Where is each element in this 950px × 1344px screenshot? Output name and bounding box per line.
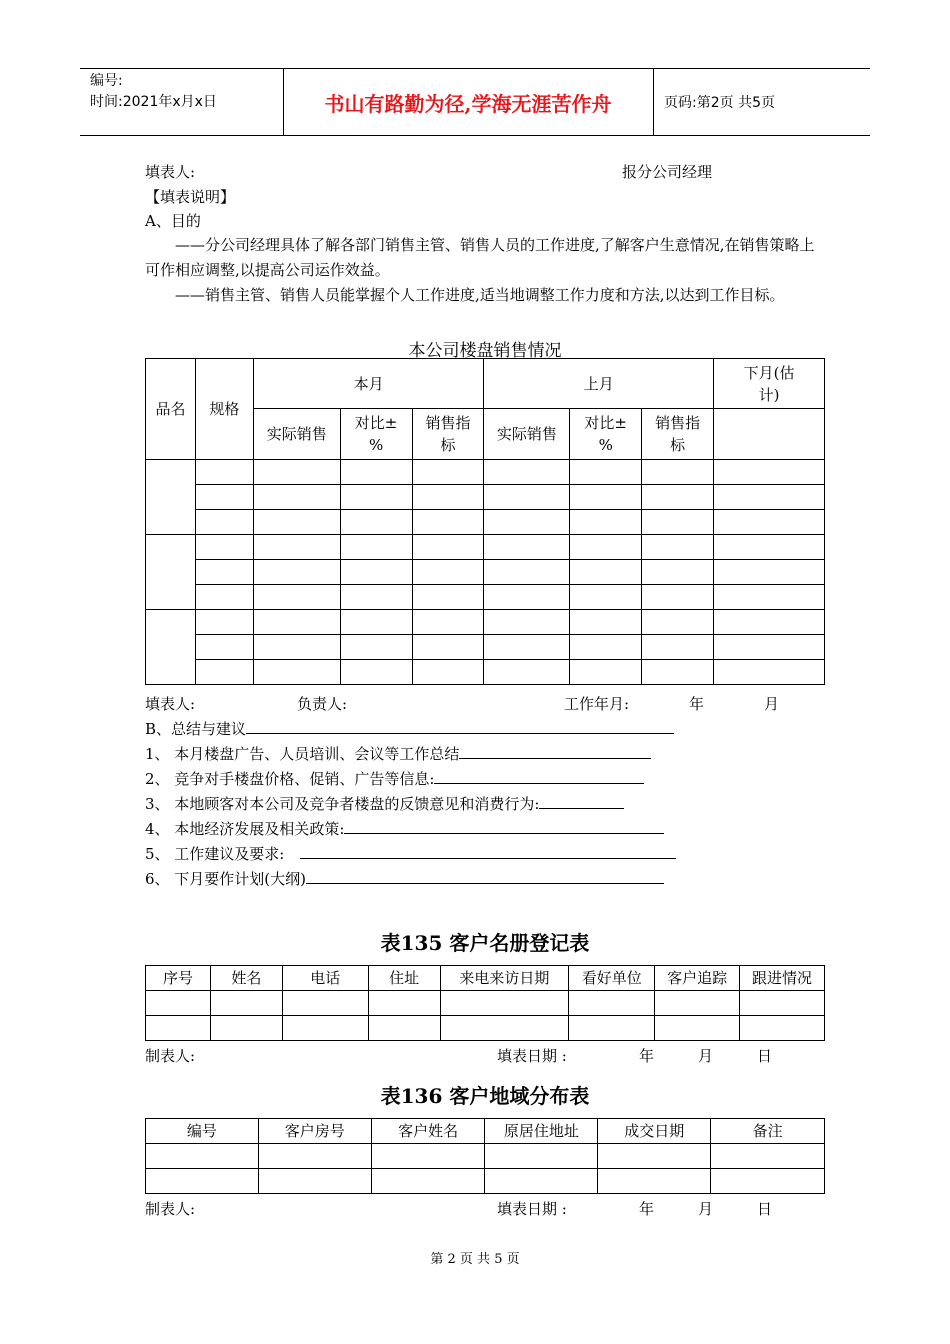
section-b-title bbox=[145, 718, 674, 739]
sales-cell bbox=[412, 585, 484, 610]
table135-cell bbox=[282, 1016, 368, 1041]
table135-header: 跟进情况 bbox=[740, 966, 825, 991]
table136-cell bbox=[146, 1169, 259, 1194]
section-b-item-4 bbox=[145, 818, 664, 839]
sales-cell bbox=[570, 610, 642, 635]
section-b-item-3 bbox=[145, 793, 624, 814]
sales-cell bbox=[570, 660, 642, 685]
sales-cell bbox=[253, 585, 340, 610]
sales-cell bbox=[340, 460, 412, 485]
sales-cell bbox=[195, 535, 253, 560]
top-filler-label: 填表人: bbox=[145, 163, 196, 181]
sales-cell bbox=[412, 635, 484, 660]
section-b-item-text: 4、 本地经济发展及相关政策: bbox=[145, 820, 345, 838]
table136-day-label: 日 bbox=[757, 1200, 773, 1218]
sales-cell bbox=[484, 585, 570, 610]
last-target-header: 销售指标 bbox=[642, 409, 714, 460]
sales-cell bbox=[484, 460, 570, 485]
table135-header: 客户追踪 bbox=[655, 966, 740, 991]
sales-cell bbox=[714, 485, 825, 510]
sales-cell bbox=[714, 610, 825, 635]
sales-cell bbox=[340, 635, 412, 660]
answer-line bbox=[459, 743, 651, 759]
sales-cell bbox=[412, 485, 484, 510]
instructions-para-1: ——分公司经理具体了解各部门销售主管、销售人员的工作进度,了解客户生意情况,在销售策略上可作相应调整,以提高公司运作效益。 bbox=[145, 236, 815, 279]
table136-cell bbox=[598, 1169, 711, 1194]
table135-cell bbox=[655, 991, 740, 1016]
sales-cell bbox=[570, 635, 642, 660]
sales-cell bbox=[714, 560, 825, 585]
sales-cell bbox=[340, 485, 412, 510]
table135-maker-label: 制表人: bbox=[145, 1047, 196, 1065]
table136-cell bbox=[711, 1144, 825, 1169]
this-compare-header: 对比±% bbox=[340, 409, 412, 460]
sales-cell bbox=[195, 585, 253, 610]
table136-cell bbox=[598, 1144, 711, 1169]
table136-title: 表136 客户地域分布表 bbox=[380, 1084, 590, 1108]
table135-header: 姓名 bbox=[210, 966, 282, 991]
table135-header: 住址 bbox=[368, 966, 440, 991]
table135-month-label: 月 bbox=[698, 1047, 714, 1065]
sales-cell bbox=[412, 510, 484, 535]
page-footer: 第 2 页 共 5 页 bbox=[430, 1252, 520, 1267]
sales-cell bbox=[484, 660, 570, 685]
sales-table-title: 本公司楼盘销售情况 bbox=[408, 341, 562, 361]
sales-cell bbox=[642, 560, 714, 585]
table135-cell bbox=[740, 1016, 825, 1041]
last-month-header: 上月 bbox=[484, 359, 714, 409]
sales-cell bbox=[642, 660, 714, 685]
table135-cell bbox=[440, 991, 569, 1016]
table135-header: 电话 bbox=[282, 966, 368, 991]
sales-cell bbox=[340, 535, 412, 560]
sales-cell bbox=[484, 635, 570, 660]
sales-cell bbox=[484, 510, 570, 535]
table135-cell bbox=[368, 1016, 440, 1041]
sales-cell bbox=[642, 460, 714, 485]
header-divider-right bbox=[653, 69, 654, 135]
sales-cell bbox=[253, 535, 340, 560]
sales-cell bbox=[340, 610, 412, 635]
sales-cell bbox=[570, 510, 642, 535]
table135-cell bbox=[146, 991, 211, 1016]
sales-cell bbox=[195, 460, 253, 485]
sales-cell bbox=[253, 635, 340, 660]
sales-cell bbox=[642, 585, 714, 610]
table135-cell bbox=[368, 991, 440, 1016]
table135-cell bbox=[146, 1016, 211, 1041]
page-header bbox=[80, 68, 870, 136]
sales-cell bbox=[195, 485, 253, 510]
sales-cell bbox=[195, 510, 253, 535]
sales-cell bbox=[253, 485, 340, 510]
sales-cell bbox=[412, 660, 484, 685]
table135-date-label: 填表日期 : bbox=[497, 1047, 567, 1065]
header-motto: 书山有路勤为径,学海无涯苦作舟 bbox=[324, 91, 612, 116]
sales-cell bbox=[484, 485, 570, 510]
sales-cell bbox=[195, 635, 253, 660]
next-blank-header bbox=[714, 409, 825, 460]
sales-cell bbox=[340, 510, 412, 535]
section-b-item-2 bbox=[145, 768, 644, 789]
sales-cell bbox=[642, 535, 714, 560]
sales-cell bbox=[340, 660, 412, 685]
section-b-item-text: 1、 本月楼盘广告、人员培训、会议等工作总结 bbox=[145, 745, 460, 763]
sales-cell bbox=[570, 585, 642, 610]
table135-year-label: 年 bbox=[639, 1047, 655, 1065]
sales-cell bbox=[570, 485, 642, 510]
time-label: 时间:2021年x月x日 bbox=[90, 94, 217, 110]
answer-line bbox=[300, 843, 676, 859]
table135-cell bbox=[655, 1016, 740, 1041]
sales-cell bbox=[714, 660, 825, 685]
next-month-header: 下月(估计) bbox=[714, 359, 825, 409]
table136-cell bbox=[258, 1144, 371, 1169]
sales-cell bbox=[570, 535, 642, 560]
sales-responsible-label: 负责人: bbox=[297, 695, 348, 713]
table135-cell bbox=[440, 1016, 569, 1041]
sales-cell bbox=[642, 485, 714, 510]
sales-cell bbox=[253, 560, 340, 585]
section-a-title: A、目的 bbox=[145, 212, 201, 230]
table136-month-label: 月 bbox=[698, 1200, 714, 1218]
customer-register-table bbox=[145, 965, 825, 1041]
section-b-underline bbox=[246, 718, 674, 734]
sales-year-label: 年 bbox=[689, 695, 705, 713]
table135-day-label: 日 bbox=[757, 1047, 773, 1065]
table135-header: 序号 bbox=[146, 966, 211, 991]
table135-header: 来电来访日期 bbox=[440, 966, 569, 991]
sales-cell bbox=[412, 460, 484, 485]
col-name-header: 品名 bbox=[146, 359, 196, 460]
sales-cell bbox=[714, 635, 825, 660]
sales-cell bbox=[412, 560, 484, 585]
instructions-title: 【填表说明】 bbox=[145, 188, 236, 206]
sales-cell bbox=[340, 585, 412, 610]
header-meta bbox=[90, 71, 217, 113]
answer-line bbox=[434, 768, 644, 784]
section-b-item-text: 2、 竞争对手楼盘价格、促销、广告等信息: bbox=[145, 770, 435, 788]
section-b-item-text: 5、 工作建议及要求: bbox=[145, 845, 285, 863]
sales-work-month-label: 工作年月: bbox=[564, 695, 630, 713]
number-label: 编号: bbox=[90, 73, 123, 89]
top-report-label: 报分公司经理 bbox=[622, 163, 713, 181]
sales-cell bbox=[484, 610, 570, 635]
table136-header: 客户房号 bbox=[258, 1119, 371, 1144]
section-b-item-5 bbox=[145, 843, 676, 864]
sales-cell bbox=[570, 460, 642, 485]
table136-date-label: 填表日期 : bbox=[497, 1200, 567, 1218]
table135-cell bbox=[569, 1016, 655, 1041]
section-b-item-text: 6、 下月要作计划(大纲) bbox=[145, 870, 307, 888]
this-month-header: 本月 bbox=[253, 359, 484, 409]
answer-line bbox=[539, 793, 624, 809]
table135-cell bbox=[740, 991, 825, 1016]
table135-cell bbox=[282, 991, 368, 1016]
sales-cell bbox=[340, 560, 412, 585]
table135-cell bbox=[210, 1016, 282, 1041]
table136-cell bbox=[371, 1144, 485, 1169]
sales-cell bbox=[570, 560, 642, 585]
sales-cell bbox=[195, 560, 253, 585]
table136-maker-label: 制表人: bbox=[145, 1200, 196, 1218]
table136-header: 客户姓名 bbox=[371, 1119, 485, 1144]
customer-region-table bbox=[145, 1118, 825, 1194]
sales-cell bbox=[195, 660, 253, 685]
section-b-item-6 bbox=[145, 868, 664, 889]
sales-cell bbox=[714, 460, 825, 485]
table136-cell bbox=[371, 1169, 485, 1194]
table136-cell bbox=[485, 1169, 598, 1194]
sales-cell bbox=[714, 585, 825, 610]
sales-cell bbox=[146, 460, 196, 535]
sales-cell bbox=[642, 510, 714, 535]
sales-cell bbox=[146, 535, 196, 610]
table135-title: 表135 客户名册登记表 bbox=[380, 931, 590, 955]
table136-header: 原居住地址 bbox=[485, 1119, 598, 1144]
sales-cell bbox=[484, 535, 570, 560]
col-spec-header: 规格 bbox=[195, 359, 253, 460]
sales-filler-label: 填表人: bbox=[145, 695, 196, 713]
sales-cell bbox=[412, 535, 484, 560]
section-b-title-text: B、总结与建议 bbox=[145, 720, 247, 738]
table136-cell bbox=[146, 1144, 259, 1169]
sales-cell bbox=[484, 560, 570, 585]
table135-cell bbox=[210, 991, 282, 1016]
section-b-item-1 bbox=[145, 743, 651, 764]
answer-line bbox=[306, 868, 664, 884]
sales-month-label: 月 bbox=[764, 695, 780, 713]
table136-header: 成交日期 bbox=[598, 1119, 711, 1144]
sales-cell bbox=[146, 610, 196, 685]
table136-cell bbox=[711, 1169, 825, 1194]
sales-cell bbox=[195, 610, 253, 635]
instructions-para-2: ——销售主管、销售人员能掌握个人工作进度,适当地调整工作力度和方法,以达到工作目标。 bbox=[175, 286, 785, 304]
table136-header: 备注 bbox=[711, 1119, 825, 1144]
sales-cell bbox=[253, 660, 340, 685]
table135-header: 看好单位 bbox=[569, 966, 655, 991]
this-actual-sales-header: 实际销售 bbox=[253, 409, 340, 460]
sales-table bbox=[145, 358, 825, 685]
sales-cell bbox=[642, 610, 714, 635]
table136-header: 编号 bbox=[146, 1119, 259, 1144]
table135-cell bbox=[569, 991, 655, 1016]
sales-cell bbox=[253, 610, 340, 635]
section-b-item-text: 3、 本地顾客对本公司及竞争者楼盘的反馈意见和消费行为: bbox=[145, 795, 540, 813]
sales-cell bbox=[253, 460, 340, 485]
table136-cell bbox=[258, 1169, 371, 1194]
table136-cell bbox=[485, 1144, 598, 1169]
last-compare-header: 对比±% bbox=[570, 409, 642, 460]
table136-year-label: 年 bbox=[639, 1200, 655, 1218]
sales-cell bbox=[714, 535, 825, 560]
this-target-header: 销售指标 bbox=[412, 409, 484, 460]
last-actual-sales-header: 实际销售 bbox=[484, 409, 570, 460]
sales-cell bbox=[642, 635, 714, 660]
sales-cell bbox=[714, 510, 825, 535]
header-page-label: 页码:第2页 共5页 bbox=[664, 95, 775, 111]
answer-line bbox=[344, 818, 664, 834]
sales-cell bbox=[253, 510, 340, 535]
sales-cell bbox=[412, 610, 484, 635]
